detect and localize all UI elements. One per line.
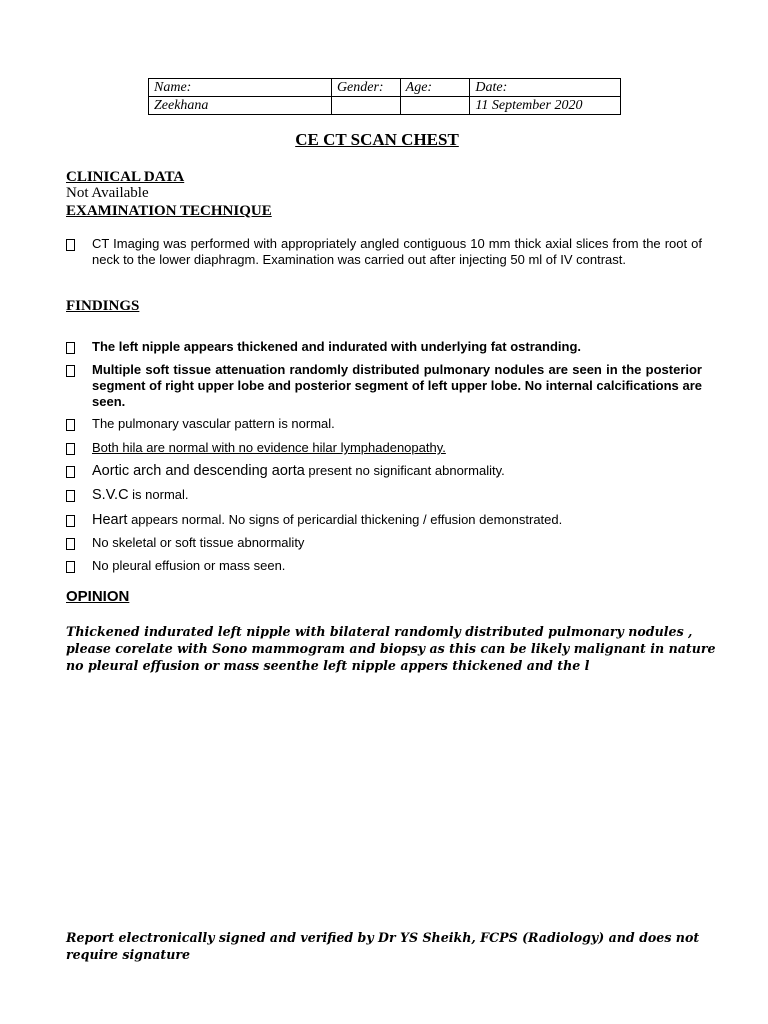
- bullet-icon: [66, 443, 78, 454]
- bullet-icon: [66, 515, 78, 526]
- finding-subject: S.V.C: [92, 487, 129, 503]
- list-item: [66, 362, 702, 410]
- bullet-icon: [66, 490, 78, 501]
- finding-text: No pleural effusion or mass seen.: [92, 558, 286, 573]
- bullet-icon: [66, 365, 78, 376]
- table-row: [149, 79, 621, 97]
- finding-text: [92, 512, 702, 528]
- list-item: [66, 339, 702, 355]
- finding-detail: appears normal. No signs of pericardial thickening / effusion demonstrated.: [127, 512, 563, 527]
- examination-technique-heading: EXAMINATION TECHNIQUE: [66, 203, 272, 219]
- list-item: [66, 440, 702, 456]
- clinical-data-text: Not Available: [66, 185, 149, 201]
- name-value: Zeekhana: [149, 97, 332, 115]
- list-item: [66, 416, 702, 432]
- clinical-data-heading: CLINICAL DATA: [66, 169, 185, 185]
- list-item: [66, 463, 702, 479]
- finding-text: Multiple soft tissue attenuation randomly distributed pulmonary nodules are seen in the posterior segment of right upper lobe and posterior segment of left upper lobe. No internal calcifications are seen.: [92, 362, 702, 409]
- report-title: CE CT SCAN CHEST: [295, 130, 459, 149]
- finding-text: No skeletal or soft tissue abnormality: [92, 535, 305, 550]
- date-label: Date:: [470, 79, 621, 97]
- opinion-text: Thickened indurated left nipple with bilateral randomly distributed pulmonary nodules , please corelate with Sono mammogram and biopsy as this can be likely malignant in nature no pleural effusion or mass seenthe left nipple appers thickened and the l: [66, 624, 716, 673]
- date-value: 11 September 2020: [470, 97, 621, 115]
- bullet-icon: [66, 466, 78, 477]
- finding-subject: Heart: [92, 512, 128, 528]
- list-item: [66, 487, 702, 503]
- finding-subject: Aortic arch and descending aorta: [92, 463, 305, 479]
- signature-note: Report electronically signed and verified by Dr YS Sheikh, FCPS (Radiology) and does not require signature: [66, 930, 700, 962]
- finding-detail: is normal.: [128, 487, 189, 502]
- technique-text: CT Imaging was performed with appropriately angled contiguous 10 mm thick axial slices from the root of neck to the lower diaphragm. Examination was carried out after injecting 50 ml of IV contrast.: [92, 236, 702, 267]
- finding-text: [92, 487, 702, 503]
- list-item: [66, 558, 702, 574]
- list-item: [66, 535, 702, 551]
- finding-text: [92, 463, 702, 479]
- table-row: [149, 97, 621, 115]
- list-item: [66, 236, 702, 268]
- finding-text: Both hila are normal with no evidence hilar lymphadenopathy.: [92, 440, 446, 455]
- age-value: [400, 97, 470, 115]
- bullet-icon: [66, 561, 78, 572]
- gender-value: [331, 97, 400, 115]
- age-label: Age:: [400, 79, 470, 97]
- finding-text: The left nipple appears thickened and indurated with underlying fat ostranding.: [92, 339, 581, 354]
- bullet-icon: [66, 419, 78, 430]
- list-item: [66, 512, 702, 528]
- gender-label: Gender:: [331, 79, 400, 97]
- opinion-heading: OPINION: [66, 588, 130, 605]
- bullet-icon: [66, 239, 78, 250]
- bullet-icon: [66, 538, 78, 549]
- patient-info-table: [148, 78, 621, 115]
- finding-text: The pulmonary vascular pattern is normal.: [92, 416, 335, 431]
- findings-heading: FINDINGS: [66, 298, 140, 314]
- name-label: Name:: [149, 79, 332, 97]
- finding-detail: present no significant abnormality.: [304, 463, 505, 478]
- bullet-icon: [66, 342, 78, 353]
